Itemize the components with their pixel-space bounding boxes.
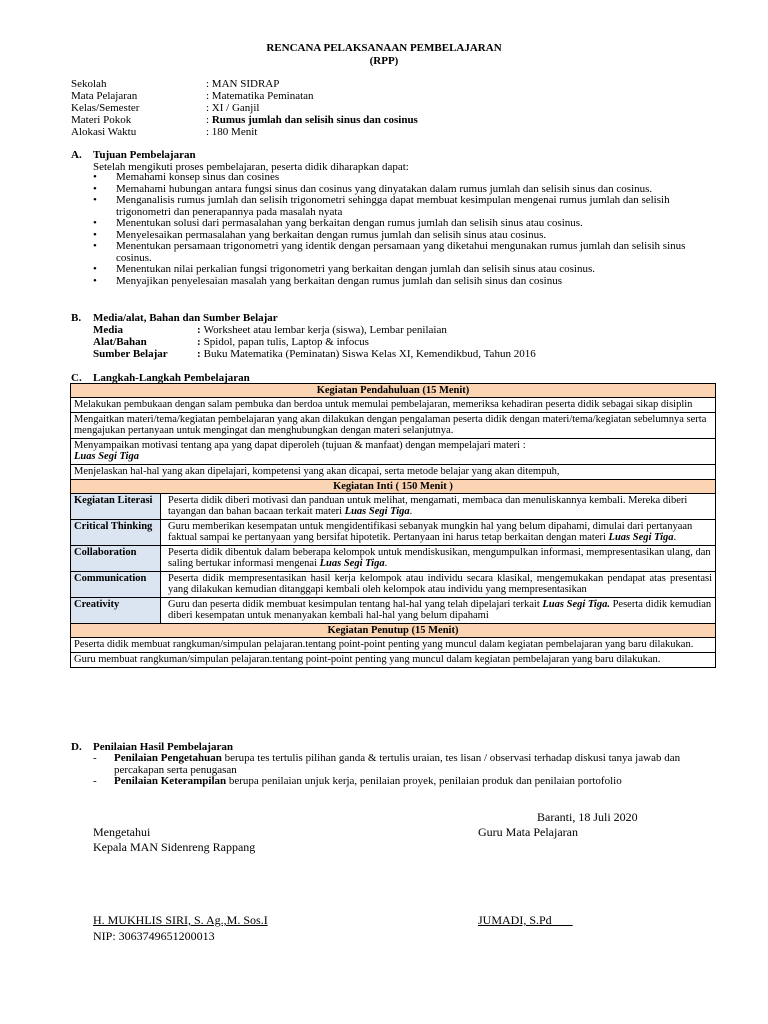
section-title: Langkah-Langkah Pembelajaran	[93, 372, 250, 384]
info-label: Sekolah	[71, 78, 107, 90]
signature-left-position: Kepala MAN Sidenreng Rappang	[93, 840, 256, 854]
activity-body: Guru dan peserta didik membuat kesimpulan tentang hal-hal yang telah dipelajari terkait	[168, 599, 543, 610]
table-row	[71, 413, 716, 439]
media-colon: :	[197, 348, 201, 360]
document-subtitle: (RPP)	[369, 55, 399, 67]
media-block	[93, 324, 536, 360]
section-letter: A.	[71, 149, 82, 161]
activity-body: Peserta didik dibentuk dalam beberapa kelompok untuk mendiskusikan, mengumpulkan informasi, mempresentasikan ulang, dan saling bertukar informasi mengenai	[168, 547, 711, 569]
assessment-desc: berupa penilaian unjuk kerja, penilaian proyek, penilaian produk dan penilaian portofolio	[226, 775, 622, 787]
activity-emphasis: Luas Segi Tiga	[608, 532, 674, 543]
info-value	[206, 114, 418, 126]
pendahuluan-cell: Menjelaskan hal-hal yang akan dipelajari, kompetensi yang akan dicapai, serta metode belajar yang akan ditempuh,	[71, 465, 716, 480]
info-row-sekolah	[71, 78, 418, 90]
list-item	[93, 776, 718, 788]
activity-text	[161, 494, 716, 520]
media-colon: :	[197, 336, 201, 348]
table-row	[71, 520, 716, 546]
activity-tail: Peserta didik kemudian diberi kesempatan untuk menanyakan kembali hal-hal yang belum dipahami	[168, 599, 712, 621]
activity-emphasis: Luas Segi Tiga	[344, 506, 410, 517]
section-b-heading	[71, 312, 278, 324]
info-value: : XI / Ganjil	[206, 102, 260, 114]
section-letter: D.	[71, 741, 82, 753]
info-row-mapel	[71, 90, 418, 102]
pendahuluan-cell: Mengaitkan materi/tema/kegiatan pembelajaran yang akan dilakukan dengan pengalaman peserta didik dengan materi/tema/kegiatan sebelumnya serta mengajukan pertanyaan untuk mengingat dan menghubungkan dengan materi selanjutnya.	[71, 413, 716, 439]
signature-right-title: Guru Mata Pelajaran	[478, 825, 578, 839]
activity-label: Communication	[71, 572, 161, 598]
table-row	[71, 546, 716, 572]
table-row	[71, 638, 716, 653]
info-label: Kelas/Semester	[71, 102, 140, 114]
media-label: Sumber Belajar	[93, 348, 168, 360]
assessment-type: Penilaian Pengetahuan	[114, 752, 222, 764]
section-title: Penilaian Hasil Pembelajaran	[93, 741, 233, 753]
table-header-row	[71, 480, 716, 494]
section-letter: C.	[71, 372, 82, 384]
info-row-materi	[71, 114, 418, 126]
signature-left-name: H. MUKHLIS SIRI, S. Ag.,M. Sos.I	[93, 913, 268, 927]
activity-tail: .	[409, 506, 413, 517]
section-letter: B.	[71, 312, 82, 324]
activity-label: Kegiatan Literasi	[71, 494, 161, 520]
identity-block	[71, 78, 418, 138]
info-value-bold: Rumus jumlah dan selisih sinus dan cosinus	[211, 114, 418, 126]
info-value: : Matematika Peminatan	[206, 90, 314, 102]
activity-text	[161, 546, 716, 572]
signature-left-nip: NIP: 3063749651200013	[93, 929, 215, 943]
table-row	[71, 653, 716, 668]
table-row	[71, 494, 716, 520]
learning-steps-table	[70, 383, 716, 668]
info-row-kelas	[71, 102, 418, 114]
list-item: • Menentukan persamaan trigonometri yang identik dengan persamaan yang diketahui mengunakan rumus jumlah dan selisih sinus cosinus.	[93, 241, 718, 264]
activity-body: Guru memberikan kesempatan untuk mengidentifikasi sebanyak mungkin hal yang belum dipahami, dimulai dari pertanyaan faktual sampai ke pertanyaan yang bersifat hipotetik. Pertanyaan ini harus tetap berkaitan dengan materi	[168, 521, 693, 543]
activity-emphasis: Luas Segi Tiga	[319, 558, 385, 569]
pendahuluan-text: Menyampaikan motivasi tentang apa yang dapat diperoleh (tujuan & manfaat) dengan mempelajari materi :	[74, 440, 526, 451]
activity-text	[161, 598, 716, 624]
info-value-prefix: :	[206, 114, 212, 126]
list-item: • Menentukan solusi dari permasalahan yang berkaitan dengan rumus jumlah dan selisih sinus atau cosinus.	[93, 218, 718, 230]
media-label: Alat/Bahan	[93, 336, 147, 348]
list-item: • Menganalisis rumus jumlah dan selisih trigonometri sehingga dapat membuat kesimpulan mengenai rumus jumlah dan selisih trigonometri dan penerapannya pada masalah nyata	[93, 195, 718, 218]
media-row	[93, 336, 536, 348]
table-header-row	[71, 384, 716, 398]
pendahuluan-cell	[71, 439, 716, 465]
section-a-heading	[71, 149, 196, 161]
pendahuluan-cell: Melakukan pembukaan dengan salam pembuka dan berdoa untuk memulai pembelajaran, memeriksa kehadiran peserta didik sebagai sikap disiplin	[71, 398, 716, 413]
activity-text	[161, 520, 716, 546]
activity-label: Collaboration	[71, 546, 161, 572]
media-value: Spidol, papan tulis, Laptop & infocus	[203, 336, 369, 348]
list-item: • Menyelesaikan permasalahan yang berkaitan dengan rumus jumlah dan selisih sinus atau cosinus.	[93, 230, 718, 242]
activity-body: Peserta didik mempresentasikan hasil kerja kelompok atau individu secara klasikal, mengemukakan pendapat atas presentasi yang dilakukan kemudian ditanggapi kembali oleh kelompok atau individu yang mempresentasikan	[168, 573, 712, 595]
info-value: : 180 Menit	[206, 126, 258, 138]
penutup-header: Kegiatan Penutup (15 Menit)	[71, 624, 716, 638]
media-row	[93, 324, 536, 336]
section-title: Media/alat, Bahan dan Sumber Belajar	[93, 312, 278, 324]
section-title: Tujuan Pembelajaran	[93, 149, 196, 161]
pendahuluan-material: Luas Segi Tiga	[74, 451, 139, 462]
signature-left-title: Mengetahui	[93, 825, 151, 839]
list-item	[93, 753, 718, 776]
activity-text	[161, 572, 716, 598]
activity-body: Peserta didik diberi motivasi dan panduan untuk melihat, mengamati, membaca dan menuliskannya kembali. Mereka diberi tayangan dan bahan bacaan terkait materi	[168, 495, 688, 517]
objectives-list	[93, 172, 718, 287]
table-header-row	[71, 624, 716, 638]
list-item: • Menyajikan penyelesaian masalah yang berkaitan dengan rumus jumlah dan selisih sinus dan cosinus	[93, 276, 718, 288]
table-row	[71, 465, 716, 480]
activity-label: Creativity	[71, 598, 161, 624]
table-row	[71, 572, 716, 598]
list-item: • Menentukan nilai perkalian fungsi trigonometri yang berkaitan dengan jumlah dan selisih sinus atau cosinus.	[93, 264, 718, 276]
inti-header: Kegiatan Inti ( 150 Menit )	[71, 480, 716, 494]
info-label: Materi Pokok	[71, 114, 132, 126]
section-a-intro: Setelah mengikuti proses pembelajaran, peserta didik diharapkan dapat:	[93, 161, 409, 173]
table-row	[71, 398, 716, 413]
media-label: Media	[93, 324, 123, 336]
pendahuluan-header: Kegiatan Pendahuluan (15 Menit)	[71, 384, 716, 398]
info-value: : MAN SIDRAP	[206, 78, 280, 90]
list-item: • Memahami hubungan antara fungsi sinus dan cosinus yang dinyatakan dalam rumus jumlah dan selisih sinus dan cosinus.	[93, 184, 718, 196]
signature-right-name: JUMADI, S.Pd	[478, 913, 573, 927]
penutup-cell: Peserta didik membuat rangkuman/simpulan pelajaran.tentang point-point penting yang muncul dalam kegiatan pembelajaran yang baru dilakukan.	[71, 638, 716, 653]
place-date: Baranti, 18 Juli 2020	[537, 810, 638, 824]
activity-tail: .	[673, 532, 677, 543]
media-colon: :	[197, 324, 201, 336]
penutup-cell: Guru membuat rangkuman/simpulan pelajaran.tentang point-point penting yang muncul dalam kegiatan pembelajaran yang baru dilakukan.	[71, 653, 716, 668]
assessment-type: Penilaian Keterampilan	[114, 775, 227, 787]
info-label: Mata Pelajaran	[71, 90, 138, 102]
list-item: • Memahami konsep sinus dan cosines	[93, 172, 718, 184]
activity-label: Critical Thinking	[71, 520, 161, 546]
activity-tail: .	[384, 558, 388, 569]
table-row	[71, 439, 716, 465]
table-row	[71, 598, 716, 624]
media-row	[93, 348, 536, 360]
assessment-list	[93, 753, 718, 788]
info-label: Alokasi Waktu	[71, 126, 137, 138]
activity-emphasis: Luas Segi Tiga.	[542, 599, 610, 610]
media-value: Worksheet atau lembar kerja (siswa), Lembar penilaian	[203, 324, 447, 336]
media-value: Buku Matematika (Peminatan) Siswa Kelas XI, Kemendikbud, Tahun 2016	[203, 348, 536, 360]
info-row-alokasi	[71, 126, 418, 138]
document-title: RENCANA PELAKSANAAN PEMBELAJARAN	[266, 42, 502, 54]
assessment-desc: berupa tes tertulis pilihan ganda & tertulis uraian, tes lisan / observasi terhadap diskusi tanya jawab dan percakapan serta penugasan	[114, 752, 681, 776]
